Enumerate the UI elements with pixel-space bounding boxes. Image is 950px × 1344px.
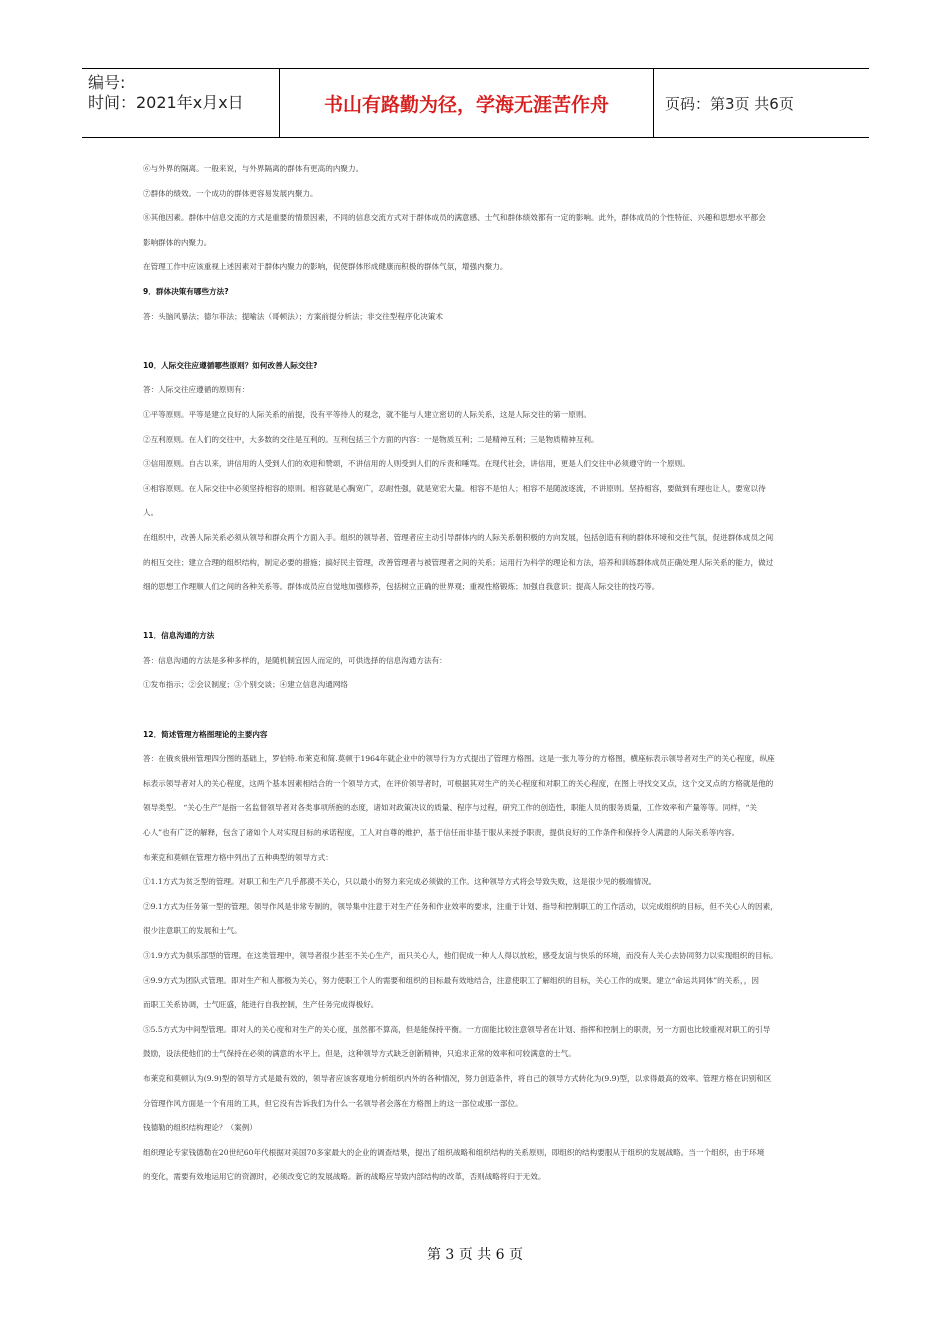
number-label: 编号: xyxy=(88,73,126,92)
section-heading: 9．群体决策有哪些方法? xyxy=(143,286,229,296)
paragraph-line: 很少注意职工的发展和士气。 xyxy=(143,926,242,936)
paragraph-line: ⑦群体的绩效。一个成功的群体更容易发展内聚力。 xyxy=(143,188,318,198)
section-heading: 10．人际交往应遵循哪些原则？如何改善人际交往? xyxy=(143,360,318,370)
paragraph-line: 布莱克和莫顿认为(9.9)型的领导方式是最有效的，领导者应该客观地分析组织内外的各种情况，努力创造条件，将自己的领导方式转化为(9.9)型，以求得最高的效率。管理方格在识别和区 xyxy=(143,1073,772,1083)
paragraph-line: ③信用原则。自古以来，讲信用的人受到人们的欢迎和赞颂，不讲信用的人则受到人们的斥责和唾骂。在现代社会，讲信用，更是人们交往中必须遵守的一个原则。 xyxy=(143,459,690,469)
header-meta xyxy=(82,69,280,137)
spacer xyxy=(143,329,813,354)
paragraph-line: 在管理工作中应该重视上述因素对于群体内聚力的影响，促使群体形成健康而积极的群体气氛，增强内聚力。 xyxy=(143,262,508,272)
page-header xyxy=(82,68,869,138)
paragraph-line: 分管理作风方面是一个有用的工具，但它没有告诉我们为什么一名领导者会落在方格图上的这一部位或那一部位。 xyxy=(143,1098,523,1108)
paragraph-line: 答：在俄亥俄州管理四分图的基础上，罗伯特.布莱克和简.莫顿于1964年就企业中的领导行为方式提出了管理方格图。这是一张九等分的方格图，横座标表示领导者对生产的关心程度，纵座 xyxy=(143,754,775,764)
paragraph-line: 细的思想工作理顺人们之间的各种关系等。群体成员应自觉地加强修养，包括树立正确的世界观；重视性格锻炼；加强自我意识；提高人际交往的技巧等。 xyxy=(143,582,660,592)
section-heading: 12．简述管理方格图理论的主要内容 xyxy=(143,729,268,739)
paragraph-line: 心人”也有广泛的解释，包含了诸如个人对实现目标的承诺程度，工人对自尊的维护，基于信任而非基于服从来授予职责，提供良好的工作条件和保持令人满意的人际关系等内容。 xyxy=(143,828,740,838)
paragraph-line: ②9.1方式为任务第一型的管理。领导作风是非常专制的，领导集中注意于对生产任务和作业效率的要求，注重于计划、指导和控制职工的工作活动，以完成组织的目标，但不关心人的因素， xyxy=(143,901,778,911)
paragraph-line: ①1.1方式为贫乏型的管理。对职工和生产几乎都漠不关心，只以最小的努力来完成必须做的工作。这种领导方式将会导致失败，这是很少见的极端情况。 xyxy=(143,877,657,887)
paragraph-line: ③1.9方式为俱乐部型的管理。在这类管理中，领导者很少甚至不关心生产，而只关心人，他们促成一种人人得以放松，感受友谊与快乐的环境，而没有人关心去协同努力以实现组织的目标。 xyxy=(143,951,778,960)
section-heading: 11．信息沟通的方法 xyxy=(143,631,215,641)
paragraph-line: 的变化，需要有效地运用它的资源时，必须改变它的发展战略。新的战略应导致内部结构的改革，否则战略将归于无效。 xyxy=(143,1172,546,1182)
paragraph-line: ④相容原则。在人际交往中必须坚持相容的原则。相容就是心胸宽广，忍耐性强，就是宽宏大量。相容不是怕人；相容不是随波逐流，不讲原则。坚持相容，要做到有理也让人，要宽以待 xyxy=(143,483,766,493)
paragraph-line: ①平等原则。平等是建立良好的人际关系的前提，没有平等待人的观念，就不能与人建立密切的人际关系，这是人际交往的第一原则。 xyxy=(143,409,592,419)
paragraph-line: 影响群体的内聚力。 xyxy=(143,237,212,247)
page-footer: 第 3 页 共 6 页 xyxy=(426,1247,524,1263)
spacer xyxy=(143,698,813,723)
paragraph-line: 鼓励，设法使他们的士气保持在必须的满意的水平上。但是，这种领导方式缺乏创新精神，只追求正常的效率和可较满意的士气。 xyxy=(143,1049,576,1059)
paragraph-line: ⑤5.5方式为中间型管理。即对人的关心度和对生产的关心度，虽然都不算高，但是能保持平衡。一方面能比较注意领导者在计划、指挥和控制上的职责，另一方面也比较重视对职工的引导 xyxy=(143,1024,771,1034)
paragraph-line: ②互利原则。在人们的交往中，大多数的交往是互利的。互利包括三个方面的内容：一是物质互利；二是精神互利；三是物质精神互利。 xyxy=(143,434,599,444)
header-motto: 书山有路勤为径，学海无涯苦作舟 xyxy=(280,69,654,137)
paragraph-line: 标表示领导者对人的关心程度，这两个基本因素相结合的一个领导方式，在评价领导者时，可根据其对生产的关心程度和对职工的关心程度，在图上寻找交叉点，这个交叉点的方格就是他的 xyxy=(143,778,774,788)
paragraph-line: 答：信息沟通的方法是多种多样的，是随机制宜因人而定的，可供选择的信息沟通方法有： xyxy=(143,655,447,665)
document-body xyxy=(143,157,813,1190)
header-page-info: 页码：第3页 共6页 xyxy=(665,94,794,113)
paragraph-line: 领导类型。 “关心生产”是指一名监督领导者对各类事项所抱的态度，诸如对政策决议的质量、程序与过程，研究工作的创造性，职能人员的服务质量，工作效率和产量等等。同样，“关 xyxy=(143,803,757,813)
paragraph-line: 而职工关系协调，士气旺盛，能进行自我控制，生产任务完成得极好。 xyxy=(143,1000,379,1010)
paragraph-line: 答：人际交往应遵循的原则有： xyxy=(143,385,250,395)
paragraph-line: 人。 xyxy=(143,508,159,518)
paragraph-line: 钱德勒的组织结构理论？（案例） xyxy=(143,1123,257,1133)
time-label: 时间：2021年x月x日 xyxy=(88,93,244,112)
spacer xyxy=(143,600,813,625)
paragraph-line: 答：头脑风暴法；德尔菲法；提喻法（哥顿法）；方案前提分析法；非交往型程序化决策术 xyxy=(143,311,443,321)
paragraph-line: ⑥与外界的隔离。一般来说，与外界隔离的群体有更高的内聚力。 xyxy=(143,164,364,173)
paragraph-line: 的相互交往；建立合理的组织结构，制定必要的措施；搞好民主管理，改善管理者与被管理者之间的关系；运用行为科学的理论和方法，培养和训练群体成员正确处理人际关系的能力，做过 xyxy=(143,557,774,567)
paragraph-line: ①发布指示；②会议制度；③个别交谈；④建立信息沟通网络 xyxy=(143,680,349,690)
paragraph-line: ⑧其他因素。群体中信息交流的方式是重要的情景因素，不同的信息交流方式对于群体成员的满意感、士气和群体绩效都有一定的影响。此外，群体成员的个性特征、兴趣和思想水平都会 xyxy=(143,213,766,223)
paragraph-line: 在组织中，改善人际关系必须从领导和群众两个方面入手。组织的领导者、管理者应主动引导群体内的人际关系朝积极的方向发展，包括创造有利的群体环境和交往气氛，促进群体成员之间 xyxy=(143,532,774,542)
paragraph-line: 组织理论专家钱德勒在20世纪60年代根据对美国70多家最大的企业的调查结果，提出了组织战略和组织结构的关系原则，即组织的结构要服从于组织的发展战略。当一个组织，由于环境 xyxy=(143,1147,765,1157)
paragraph-line: ④9.9方式为团队式管理。即对生产和人都极为关心，努力使职工个人的需要和组织的目标最有效地结合，注意使职工了解组织的目标，关心工作的成果。建立“命运共同体”的关系，，因 xyxy=(143,975,759,985)
paragraph-line: 布莱克和莫顿在管理方格中列出了五种典型的领导方式： xyxy=(143,852,333,862)
